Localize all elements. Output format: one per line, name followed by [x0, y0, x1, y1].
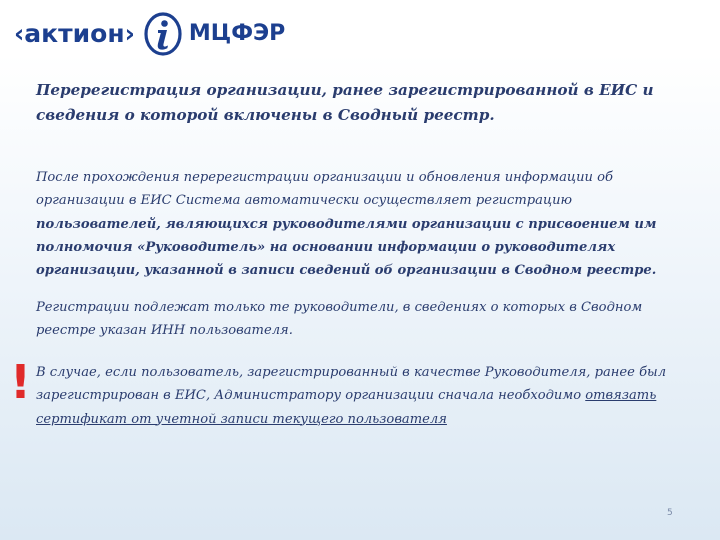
emblem-i-icon [141, 12, 185, 56]
paragraph-registration-bold-text: пользователей, являющихся руководителями организации с присвоением им полномочия «Руководитель» на основании информации о руководителях организации, указанной в записи сведений об организации в Сводном реестре. [36, 216, 657, 279]
slide-title: Перерегистрация организации, ранее зарегистрированной в ЕИС и сведения о которой включены в Сводный реестр. [36, 81, 654, 124]
warning-exclamation-icon: ! [10, 355, 31, 409]
page-number: 5 [667, 508, 673, 518]
header-logo [14, 12, 285, 56]
logo-aktion-text: ‹актион› [14, 19, 135, 48]
logo-mcfer-text: МЦФЭР [188, 21, 286, 46]
unbind-certificate-link[interactable]: отвязать сертификат от учетной записи текущего пользователя [36, 388, 657, 427]
paragraph-warning-text: В случае, если пользователь, зарегистрированный в качестве Руководителя, ранее был зарегистрирован в ЕИС, Администратору организации сначала необходимо [36, 365, 667, 404]
paragraph-registration [36, 166, 700, 282]
paragraph-warning [36, 361, 700, 431]
paragraph-registration-text: После прохождения перерегистрации организации и обновления информации об организации в ЕИС Система автоматически осуществляет регистрацию [36, 170, 613, 209]
paragraph-inn-condition: Регистрации подлежат только те руководители, в сведениях о которых в Сводном реестре указан ИНН пользователя. [36, 300, 643, 339]
